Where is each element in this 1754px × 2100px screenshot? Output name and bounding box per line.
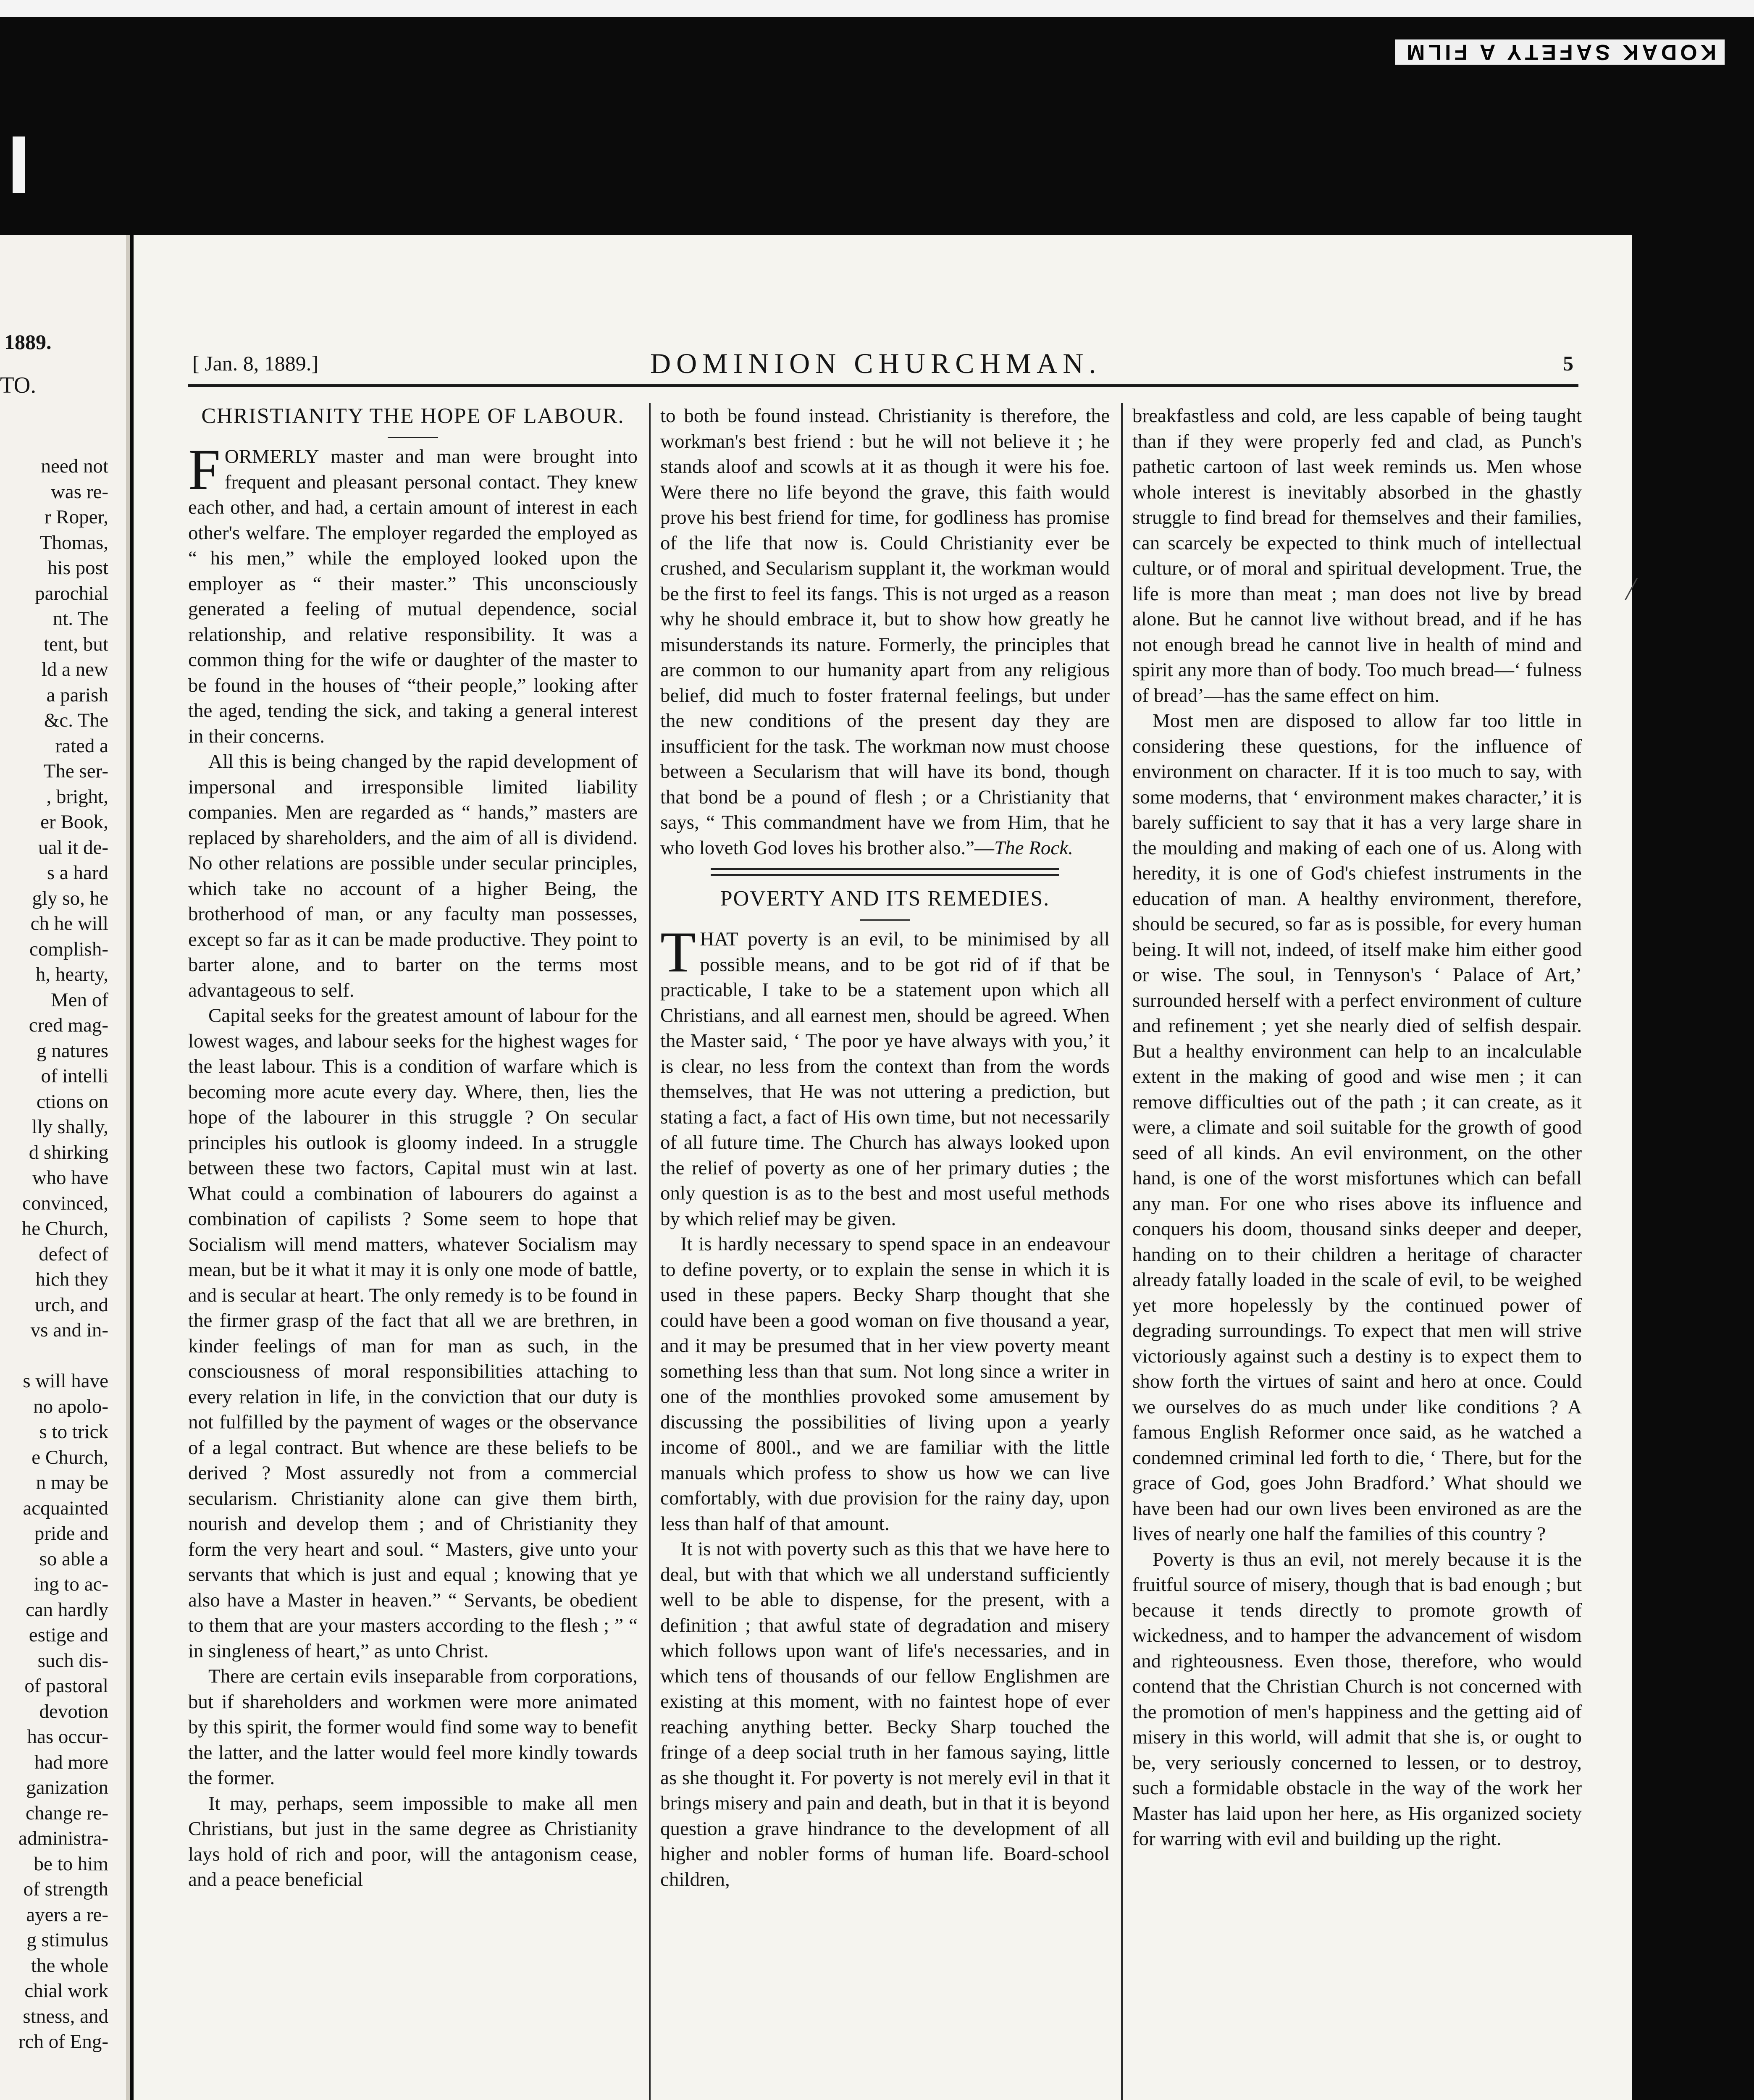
previous-page-line: nt. The <box>53 608 108 630</box>
previous-page-line: tent, but <box>43 633 108 655</box>
previous-page-line: cred mag- <box>29 1014 108 1036</box>
column-1 <box>188 403 638 1893</box>
previous-page-line: his post <box>47 557 108 579</box>
previous-page-line: parochial <box>35 582 108 604</box>
article-source: The Rock. <box>994 837 1073 859</box>
previous-page-line: , bright, <box>46 785 108 808</box>
previous-page-line: defect of <box>39 1243 108 1265</box>
column-3 <box>1132 403 1582 1852</box>
previous-page-text <box>0 454 126 2055</box>
article-paragraph: Most men are disposed to allow far too little in considering these questions, for the influence of environment on character. If it is too much to say, with some moderns, that ‘ environment makes character,’ it is barely sufficient to say that it has a very large share in the moulding and making of each one of us. Along with heredity, it is one of God's chiefest instruments in the education of man. A healthy environment, therefore, should be secured, so far as is possible, for every human being. It will not, indeed, of itself make him either good or wise. The soul, in Tennyson's ‘ Palace of Art,’ surrounded herself with a perfect environment of culture and refinement ; yet she nearly died of selfish despair. But a healthy environment can help to an incalculable extent in the making of good and wise men ; it can remove difficulties out of the path ; it can create, as it were, a climate and soil suitable for the growth of good seed of all kinds. An evil environment, on the other hand, is one of the worst misfortunes which can befall any man. For one who rises above its influence and conquers his doom, thousand sinks deeper and deeper, handing on to their children a heritage of character already fatally loaded in the scale of evil, to be weighed yet more hopelessly by the continued power of degrading surroundings. To expect that men will strive victoriously against such a destiny is to expect them to show forth the virtues of saint and hero at once. Could we ourselves do as much under like conditions ? A famous English Reformer once said, as he watched a condemned criminal led forth to die, ‘ There, but for the grace of God, goes John Bradford.’ What should we have been had our own lives been environed as are the lives of nearly one half the families of this country ? <box>1132 710 1582 1545</box>
article-paragraph: All this is being changed by the rapid development of impersonal and irresponsible limited liability companies. Men are regarded as “ hands,” masters are replaced by shareholders, and the aim of all is dividend. No other relations are possible under secular principles, which take no account of a higher Being, the brotherhood of man, or any faculty man possesses, except so far as it can be made productive. They point to barter alone, and to barter on the terms most advantageous to self. <box>188 751 638 1001</box>
previous-page-line: no apolo- <box>33 1395 108 1418</box>
issue-date: [ Jan. 8, 1889.] <box>192 352 318 375</box>
previous-page-line: Men of <box>50 989 108 1011</box>
previous-page-line: had more <box>34 1751 108 1773</box>
previous-page-fragment <box>0 235 130 2100</box>
article-paragraph: THAT poverty is an evil, to be minimised by all possible means, and to be got rid of if that be practicable, I take to be a statement upon which all Christians, and all earnest men, should be agreed. When the Master said, ‘ The poor ye have always with you,’ it is clear, no less from the context than from the words themselves, that He was not uttering a prediction, but stating a fact, a fact of His own time, but not necessarily of all future time. The Church has always looked upon the relief of poverty as one of her primary duties ; the only question is as to the best and most useful methods by which relief may be given. <box>660 920 1110 1230</box>
previous-page-line: devotion <box>39 1700 108 1722</box>
previous-page-line: vs and in- <box>30 1319 108 1341</box>
previous-page-line: &c. The <box>44 709 108 731</box>
previous-page-line: ctions on <box>36 1090 108 1113</box>
film-perforation <box>13 136 25 193</box>
previous-page-line: n may be <box>36 1472 108 1494</box>
previous-page-line: convinced, <box>22 1192 108 1214</box>
previous-page-line: d shirking <box>29 1141 108 1163</box>
title-rule <box>388 437 438 438</box>
previous-page-line: stness, and <box>23 2005 108 2027</box>
previous-page-line: lly shally, <box>32 1116 108 1138</box>
newspaper-page <box>134 235 1643 2100</box>
previous-page-line: g natures <box>37 1040 108 1062</box>
previous-page-line: e Church, <box>32 1446 108 1468</box>
article-paragraph: Poverty is thus an evil, not merely because it is the fruitful source of misery, though that is bad enough ; but because it tends directly to promote growth of wickedness, and to hamper the advancement of wisdom and righteousness. Even those, therefore, who would contend that the Christian Church is not concerned with the promotion of men's happiness and the getting aid of misery in this world, will admit that she is, or ought to be, very seriously concerned to lessen, or to destroy, such a formidable obstacle in the way of the work her Master has laid upon her here, as His organized society for warring with evil and building up the right. <box>1132 1548 1582 1850</box>
previous-page-line: er Book, <box>40 811 108 833</box>
previous-page-line: chial work <box>24 1980 108 2002</box>
previous-page-line: The ser- <box>43 760 108 782</box>
previous-page-line: the whole <box>31 1954 108 1977</box>
column-divider <box>649 403 651 2100</box>
masthead-rule <box>188 384 1578 387</box>
previous-page-line: has occur- <box>27 1726 108 1748</box>
previous-page-line: can hardly <box>25 1599 108 1621</box>
previous-page-line: h, hearty, <box>35 963 108 985</box>
previous-page-line: who have <box>32 1167 108 1189</box>
article-paragraph: FORMERLY master and man were brought into frequent and pleasant personal contact. They knew each other, and had, a certain amount of interest in each other's welfare. The employer regarded the employed as “ his men,” while the employed looked upon the employer as “ their master.” This unconsciously generated a feeling of mutual dependence, social relationship, and relative responsibility. It was a common thing for the wife or daughter of the master to be found in the houses of “their people,” looking after the aged, tending the sick, and taking a general interest in their concerns. <box>188 437 638 747</box>
film-edge-label: KODAK SAFETY A FILM <box>1395 39 1725 65</box>
previous-page-line: of pastoral <box>24 1675 108 1697</box>
article-paragraph: There are certain evils inseparable from corporations, but if shareholders and workmen were more animated by this spirit, the former would find some way to benefit the latter, and the latter would feel more kindly towards the former. <box>188 1665 638 1789</box>
previous-page-line: be to him <box>34 1853 108 1875</box>
article-paragraph: breakfastless and cold, are less capable of being taught than if they were properly fed and clad, as Punch's pathetic cartoon of last week reminds us. Men whose whole interest is inevitably absorbed in the ghastly struggle to find bread for themselves and their families, can scarcely be expected to think much of intellectual culture, or of moral and spiritual development. True, the life is more than meat ; man does not live by bread alone. But he cannot live without bread, and if he has not enough bread he cannot live in health of mind and spirit any more than of body. Too much bread—‘ fulness of bread’—has the same effect on him. <box>1132 405 1582 706</box>
previous-page-line: so able a <box>39 1548 108 1570</box>
previous-page-line: ing to ac- <box>34 1573 108 1595</box>
previous-page-line: s to trick <box>39 1421 108 1443</box>
previous-page-line: complish- <box>29 938 108 960</box>
previous-page-line: change re- <box>26 1802 108 1824</box>
previous-page-line: pride and <box>34 1522 108 1544</box>
previous-page-line: acquainted <box>23 1497 108 1519</box>
article-paragraph: It is hardly necessary to spend space in an endeavour to define poverty, or to explain the sense in which it is used in these papers. Becky Sharp thought that she could have been a good woman on five thousand a year, and it may be presumed that in her view poverty meant something less than that sum. Not long since a writer in one of the monthlies provoked some amusement by discussing the possibilities of living upon a yearly income of 800l., and we are familiar with the little manuals which profess to show us how we can live comfortably, with due provision for the rainy day, upon less than half of that amount. <box>660 1233 1110 1535</box>
previous-page-line: g stimulus <box>26 1929 108 1951</box>
previous-page-line: ayers a re- <box>26 1903 108 1926</box>
previous-page-heading: TO. <box>0 372 37 398</box>
previous-page-line: ch he will <box>30 913 108 934</box>
previous-page-line: he Church, <box>21 1218 108 1239</box>
previous-page-line: estige and <box>29 1624 108 1646</box>
previous-page-line: hich they <box>35 1268 108 1290</box>
previous-page-line: of intelli <box>41 1065 108 1087</box>
newspaper-title: DOMINION CHURCHMAN. <box>650 347 1102 379</box>
article-title: CHRISTIANITY THE HOPE OF LABOUR. <box>201 404 625 428</box>
article-paragraph: Capital seeks for the greatest amount of labour for the lowest wages, and labour seeks for the highest wages for the least labour. This is a condition of warfare which is becoming more acute every day. Where, then, lies the hope of the labourer in this struggle ? On secular principles his outlook is gloomy indeed. In a struggle between these two factors, Capital must win at last. What could a combination of labourers do against a combination of capilists ? Some seem to hope that Socialism will mend matters, whatever Socialism may mean, but be it what it may it is only one mode of battle, and is secular at heart. The only remedy is to be found in the firmer grasp of the fact that all we are brethren, in kinder feelings of man for man as such, in the consciousness of moral responsibilities attaching to every relation in life, in the conviction that our duty is not fulfilled by the payment of wages or the observance of a legal contract. But whence are these beliefs to be derived ? Most assuredly not from a commercial secularism. Christianity alone can give them birth, nourish and develop them ; and of Christianity they form the very heart and soul. “ Masters, give unto your servants that which is just and equal ; knowing that ye also have a Master in heaven.” “ Servants, be obedient to them that are your masters according to the flesh ; ” “ in singleness of heart,” as unto Christ. <box>188 1005 638 1662</box>
previous-page-line: rated a <box>55 735 108 757</box>
previous-page-line: gly so, he <box>32 887 108 909</box>
margin-mark: ⟋ <box>1620 574 1643 605</box>
article-paragraph: It may, perhaps, seem impossible to make all men Christians, but just in the same degree as Christianity lays hold of rich and poor, will the antagonism cease, and a peace beneficial <box>188 1792 638 1890</box>
column-2 <box>660 403 1110 1892</box>
previous-page-line: administra- <box>18 1827 108 1849</box>
previous-page-line: rch of Eng- <box>18 2031 108 2053</box>
previous-page-line: Thomas, <box>39 531 108 554</box>
previous-page-year: 1889. <box>4 330 52 354</box>
previous-page-line: need not <box>41 455 108 477</box>
previous-page-line: a parish <box>46 684 108 706</box>
previous-page-line: such dis- <box>37 1649 108 1672</box>
previous-page-line: r Roper, <box>44 506 108 528</box>
previous-page-line: ual it de- <box>38 836 108 858</box>
masthead <box>134 349 1632 378</box>
page-number: 5 <box>1563 352 1573 375</box>
article-paragraph: It is not with poverty such as this that we have here to deal, but with that which we all understand sufficiently well to be able to dispense, for the present, with a definition ; that awful state of degradation and misery which follows upon want of life's necessaries, and in which tens of thousands of our fellow Englishmen are existing at this moment, with no faintest hope of ever reaching anything better. Becky Sharp touched the fringe of a deep social truth in her famous saying, little as she thought it. For poverty is not merely evil in that it brings misery and pain and death, but in that it is beyond question a grave hindrance to the development of all higher and nobler forms of human life. Board-school children, <box>660 1538 1110 1890</box>
film-edge-top <box>0 0 1754 17</box>
column-divider <box>1121 403 1123 2100</box>
article-title: POVERTY AND ITS REMEDIES. <box>720 887 1050 911</box>
title-rule <box>860 919 910 921</box>
drop-cap: T <box>660 920 696 984</box>
section-separator <box>711 868 1059 876</box>
article-paragraph: to both be found instead. Christianity is therefore, the workman's best friend : but he will not believe it ; he stands aloof and scowls at it as though it were his foe. Were there no life beyond the grave, this faith would prove his best friend for time, for godliness has promise of the life that now is. Could Christianity ever be crushed, and Secularism supplant it, the workman would be the first to feel its fangs. This is not urged as a reason why he should embrace it, but to show how greatly he misunderstands its nature. Formerly, the principles that are common to our humanity apart from any religious belief, did much to foster fraternal feelings, but under the new conditions of the present day they are insufficient for the task. The workman now must choose between a Secularism that will have its bond, though that bond be a pound of flesh ; or a Christianity that says, “ This commandment have we from Him, that he who loveth God loves his brother also.”—The Rock. <box>660 405 1110 859</box>
previous-page-line: s a hard <box>47 862 108 884</box>
previous-page-line: ld a new <box>41 659 108 680</box>
previous-page-line: was re- <box>50 480 108 503</box>
previous-page-line: of strength <box>23 1878 108 1900</box>
previous-page-line: urch, and <box>35 1294 108 1316</box>
drop-cap: F <box>188 437 221 501</box>
previous-page-line: ganization <box>26 1777 108 1798</box>
previous-page-line: s will have <box>23 1370 108 1392</box>
previous-page-line <box>0 1343 126 1369</box>
